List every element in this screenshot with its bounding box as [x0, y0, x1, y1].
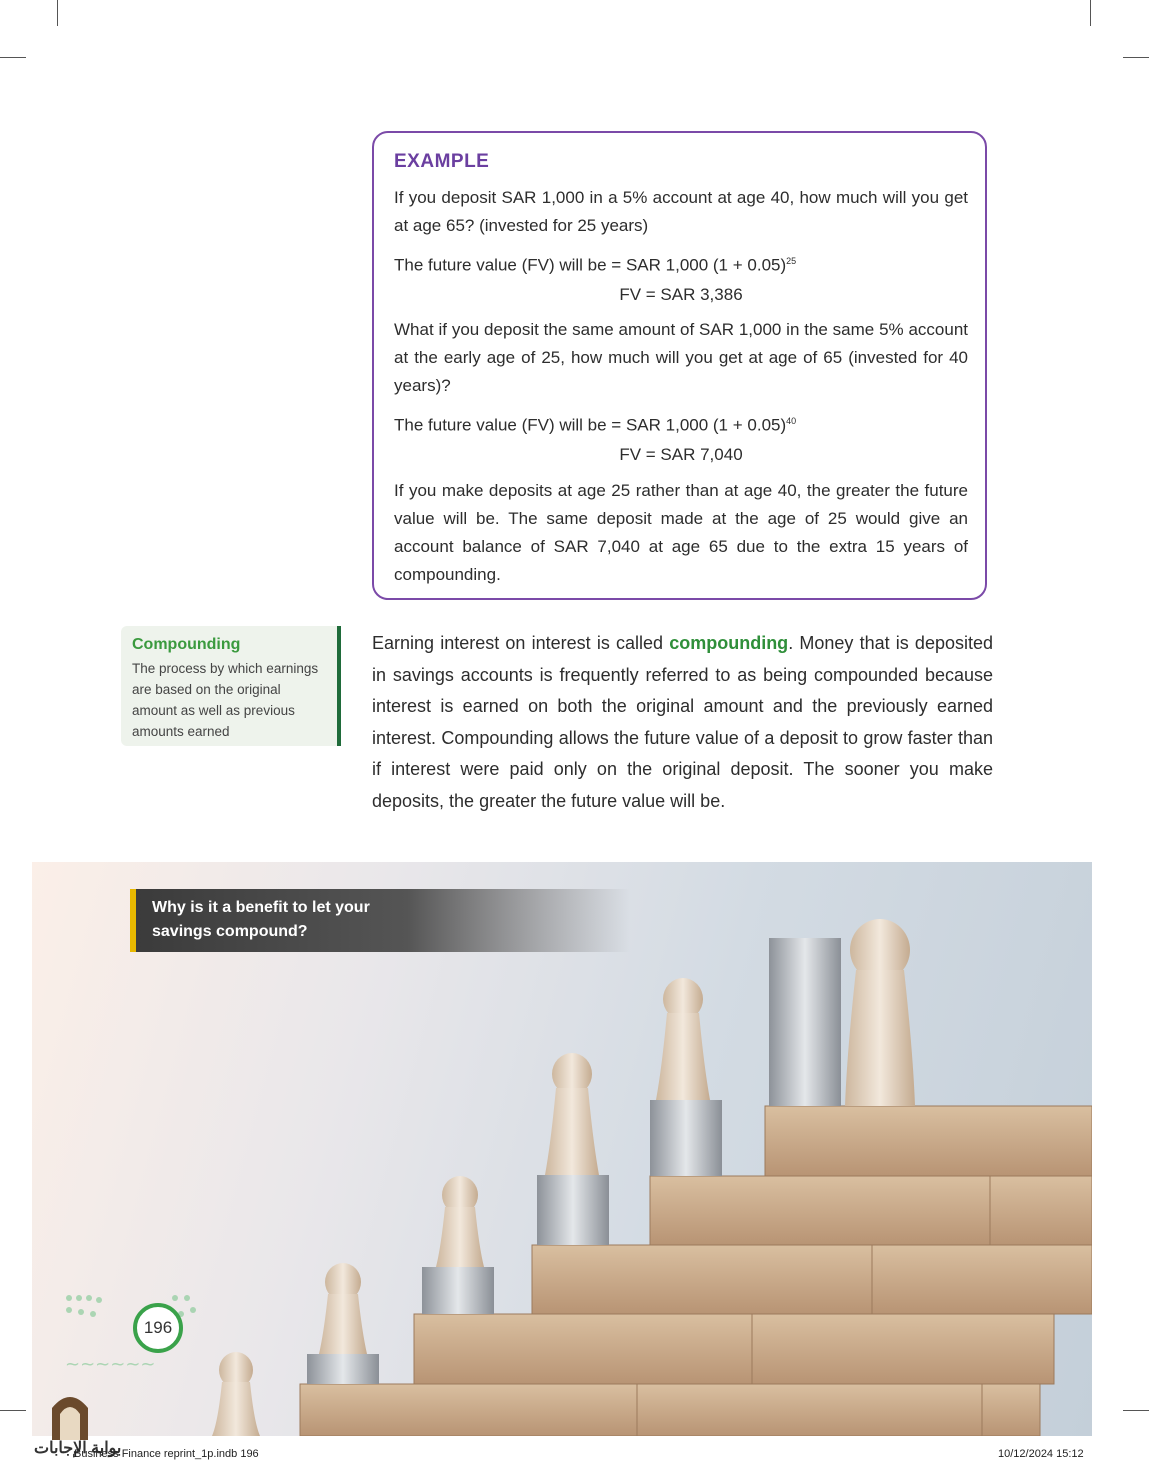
footer-date: 10/12/2024 15:12	[998, 1448, 1084, 1460]
footer-file-info: Business Finance reprint_1p.indb 196	[74, 1448, 259, 1460]
crop-mark	[1090, 0, 1091, 26]
watermark-text: بوابة الإجابات	[34, 1440, 122, 1457]
ministry-logo-icon	[63, 1292, 203, 1382]
example-result-2: FV = SAR 7,040	[619, 445, 743, 464]
example-formula-2	[394, 407, 968, 440]
example-conclusion: If you make deposits at age 25 rather than at age 40, the greater the future value will be. The same deposit made at the age of 25 would give an account balance of SAR 7,040 at age 65 due to the extra 15 years of compounding.	[394, 481, 968, 584]
example-title: EXAMPLE	[394, 151, 490, 172]
body-rest: . Money that is deposited in savings accounts is frequently referred to as being compounded because interest is earned on both the original amount and the previously earned interest. Compounding allows the future value of a deposit to grow faster than if interest were paid only on the original deposit. The sooner you make deposits, the greater the future value will be.	[372, 633, 993, 811]
crop-mark	[57, 0, 58, 26]
crop-mark	[0, 1410, 26, 1411]
mosque-icon	[48, 1386, 92, 1440]
crop-mark	[0, 57, 26, 58]
formula-1-exponent: 25	[786, 256, 797, 266]
glossary-term: Compounding	[132, 636, 241, 653]
body-keyword: compounding	[669, 633, 789, 653]
body-intro: Earning interest on interest is called	[372, 633, 670, 653]
svg-text:~~~~~~: ~~~~~~	[65, 1354, 156, 1375]
body-paragraph	[372, 628, 993, 817]
example-result-1: FV = SAR 3,386	[619, 285, 743, 304]
example-question-2: What if you deposit the same amount of SAR 1,000 in the same 5% account at the early age of 25, how much will you get at age of 65 (invested for 40 years)?	[394, 320, 968, 395]
formula-1-text: The future value (FV) will be = SAR 1,000 (1 + 0.05)	[394, 255, 787, 275]
glossary-definition: The process by which earnings are based on the original amount as well as previous amounts earned	[132, 661, 319, 739]
formula-2-exponent: 40	[786, 416, 797, 426]
example-question-1: If you deposit SAR 1,000 in a 5% account at age 40, how much will you get at age 65? (invested for 25 years)	[394, 188, 968, 235]
caption-line-2: savings compound?	[152, 923, 308, 940]
glossary-sidebar	[121, 626, 341, 746]
crop-mark	[1123, 1410, 1149, 1411]
formula-2-text: The future value (FV) will be = SAR 1,000 (1 + 0.05)	[394, 415, 787, 435]
caption-line-1: Why is it a benefit to let your	[152, 899, 370, 916]
crop-mark	[1123, 57, 1149, 58]
example-formula-1	[394, 247, 968, 280]
page-number: 196	[133, 1303, 183, 1353]
photo-caption	[130, 889, 630, 952]
